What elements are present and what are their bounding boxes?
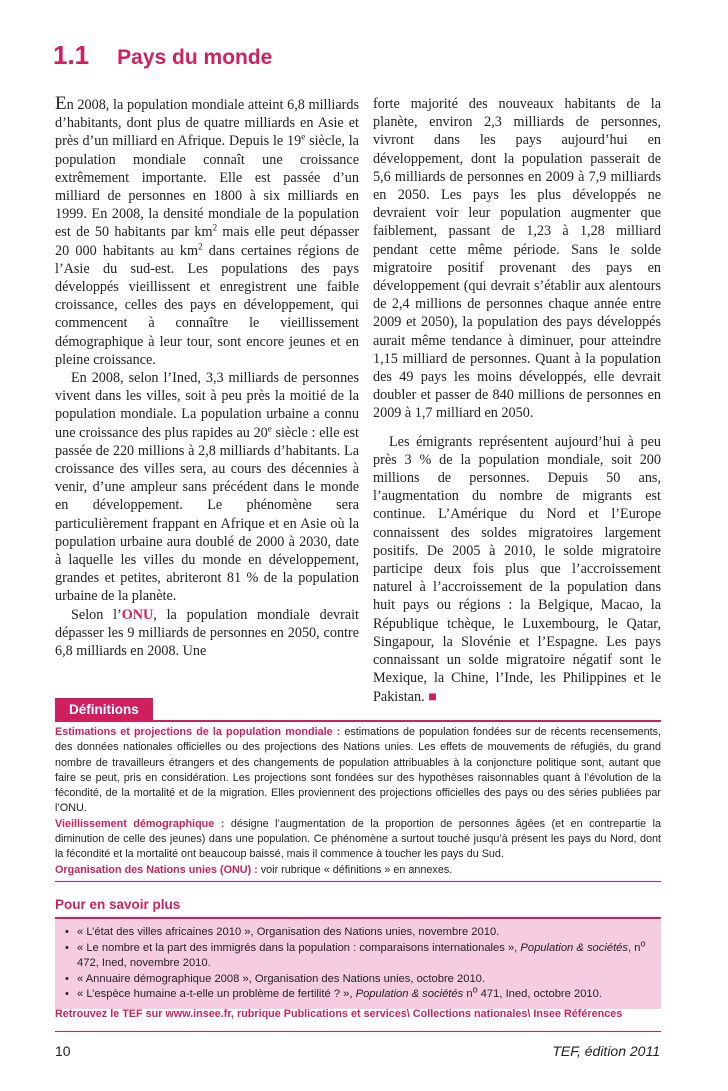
section-header: [53, 40, 272, 71]
further-reading-title: Pour en savoir plus: [55, 897, 661, 919]
drop-cap: E: [55, 93, 67, 114]
section-title: Pays du monde: [117, 46, 273, 69]
reference-item: • « Le nombre et la part des immigrés dans la population : comparaisons internationales », Population & sociétés, $n^o$ 472, Ined, novembre 2010.: [65, 937, 646, 970]
website-reference-link[interactable]: Retrouvez le TEF sur www.insee.fr, rubrique Publications et services\ Collections nationales\ Insee Références: [55, 1008, 623, 1020]
right-column: [373, 95, 661, 706]
definitions-title: Définitions: [55, 698, 153, 720]
left-paragraph-2: En 2008, selon l’Ined, 3,3 milliards de personnes vivent dans les villes, soit à peu près la moitié de la population mondiale. La population urbaine a connu une croissance des plus rapides au 20e siècle : elle est passée de 220 millions à 2,8 milliards d’habitants. La croissance des villes sera, au cours des décennies à venir, d’une ampleur sans précédent dans le monde en développement. Le phénomène sera particulièrement frappant en Afrique et en Asie où la population urbaine aura doublé de 2000 à 2030, date à laquelle les villes du monde en développement, grandes et petites, abriteront 81 % de la population urbaine de la planète.: [55, 370, 359, 605]
definition-item: Organisation des Nations unies (ONU) : voir rubrique « définitions » en annexes.: [55, 863, 453, 876]
bullet-icon: •: [65, 941, 69, 954]
page-number: 10: [55, 1043, 71, 1059]
definition-item: Vieillissement démographique : désigne l’augmentation de la proportion de personnes âgées (et en contrepartie la diminution de celle des jeunes) dans une population. Ce phénomène a surtout touché jusqu’à présent les pays du Nord, dont la fécondité et la mortalité ont beaucoup baissé, mais il commence à toucher les pays du Sud.: [55, 817, 662, 861]
definition-term: Vieillissement démographique :: [55, 817, 225, 830]
further-reading-list: [55, 919, 661, 1009]
left-column: [55, 95, 359, 660]
bullet-icon: •: [65, 972, 69, 985]
footer-rule: [55, 1031, 661, 1032]
right-paragraph-1: forte majorité des nouveaux habitants de la planète, environ 2,3 milliards de personnes, vivront dans les pays aujourd’hui en développement, dont la population passerait de 5,6 milliards de personnes en 2009 à 7,9 milliards en 2050. Les pays les plus développés ne devraient voir leur population augmenter que faiblement, passant de 1,23 à 1,28 milliard pendant cette même période. Sans le solde migratoire positif provenant des pays en développement (qui devrait s’établir aux alentours de 2,4 millions de personnes chaque année entre 2009 et 2050), la population des pays développés aurait même tendance à diminuer, pour atteindre 1,15 milliard de personnes. Quant à la population des 49 pays les moins développés, elle devrait doubler et passer de 840 millions de personnes en 2009 à 1,7 milliard en 2050.: [373, 96, 661, 422]
right-paragraph-2: Les émigrants représentent aujourd’hui à peu près 3 % de la population mondiale, soit 200 millions de personnes. Depuis 50 ans, l’augmentation du nombre de migrants est continue. L’Amérique du Nord et l’Europe connaissent des soldes migratoires largement positifs. De 2005 à 2010, le solde migratoire participe deux fois plus que l’accroissement naturel à l’accroissement de la population dans huit pays ou régions : la Belgique, Macao, la République tchèque, le Luxembourg, le Qatar, Singapour, la Slovénie et l’Espagne. Les pays connaissant un solde migratoire négatif sont le Mexique, la Chine, l’Inde, les Philippines et le Pakistan. ■: [373, 433, 661, 705]
left-paragraph-3: Selon l’ONU, la population mondiale devrait dépasser les 9 milliards de personnes en 2050, contre 6,8 milliards en 2008. Une: [55, 606, 359, 660]
definition-term: Organisation des Nations unies (ONU) :: [55, 863, 258, 876]
bullet-icon: •: [65, 926, 69, 938]
left-paragraph-1: En 2008, la population mondiale atteint 6,8 milliards d’habitants, dont plus de quatre milliards en Asie et près d’un milliard en Afrique. Depuis le 19e siècle, la population mondiale connaît une croissance extrêmement importante. Elle est passée d’un milliard de personnes en 1800 à six milliards en 1999. En 2008, la densité mondiale de la population est de 50 habitants par $km^2$ mais elle peut dépasser 20 000 habitants au $km^2$ dans certaines régions de l’Asie du sud-est. Les populations des pays développés vieillissent et enregistrent une faible croissance, celles des pays en développement, qui commencent à connaître le vieillissement démographique à leur tour, sont encore jeunes et en pleine croissance.: [55, 93, 360, 368]
definitions-box: [55, 698, 661, 882]
bullet-icon: •: [65, 988, 69, 1001]
definitions-bottom-rule: [55, 881, 661, 882]
further-reading-box: [55, 897, 661, 1009]
definition-item: Estimations et projections de la population mondiale : estimations de population fondées sur de récents recensements, des données nationales officielles ou des projections des Nations unies. Les effets de mouvements de réfugiés, du grand nombre de travailleurs étrangers et des changements de population attribuables à la conjoncture politique sont, autant que faire se peut, pris en considération. Les projections sont fondées sur des hypothèses raisonnables quant à l’évolution de la fécondité, de la mortalité et de la migration. Elles proviennent des projections officielles des pays ou des séries publiées par l’ONU.: [55, 726, 661, 815]
reference-item: • « Annuaire démographique 2008 », Organisation des Nations unies, octobre 2010.: [63, 972, 655, 988]
reference-item: • « L’état des villes africaines 2010 », Organisation des Nations unies, novembre 2010.: [63, 925, 655, 941]
edition-label: TEF, édition 2011: [552, 1043, 660, 1059]
definition-term: Estimations et projections de la population mondiale :: [55, 726, 341, 738]
reference-item: • « L’espèce humaine a-t-elle un problème de fertilité ? », Population & sociétés $n^o$ 471, Ined, octobre 2010.: [63, 987, 655, 1003]
section-number: 1.1: [53, 40, 90, 70]
onu-link[interactable]: ONU: [121, 606, 154, 623]
end-mark-icon: ■: [428, 688, 437, 705]
definitions-body: [55, 722, 661, 878]
